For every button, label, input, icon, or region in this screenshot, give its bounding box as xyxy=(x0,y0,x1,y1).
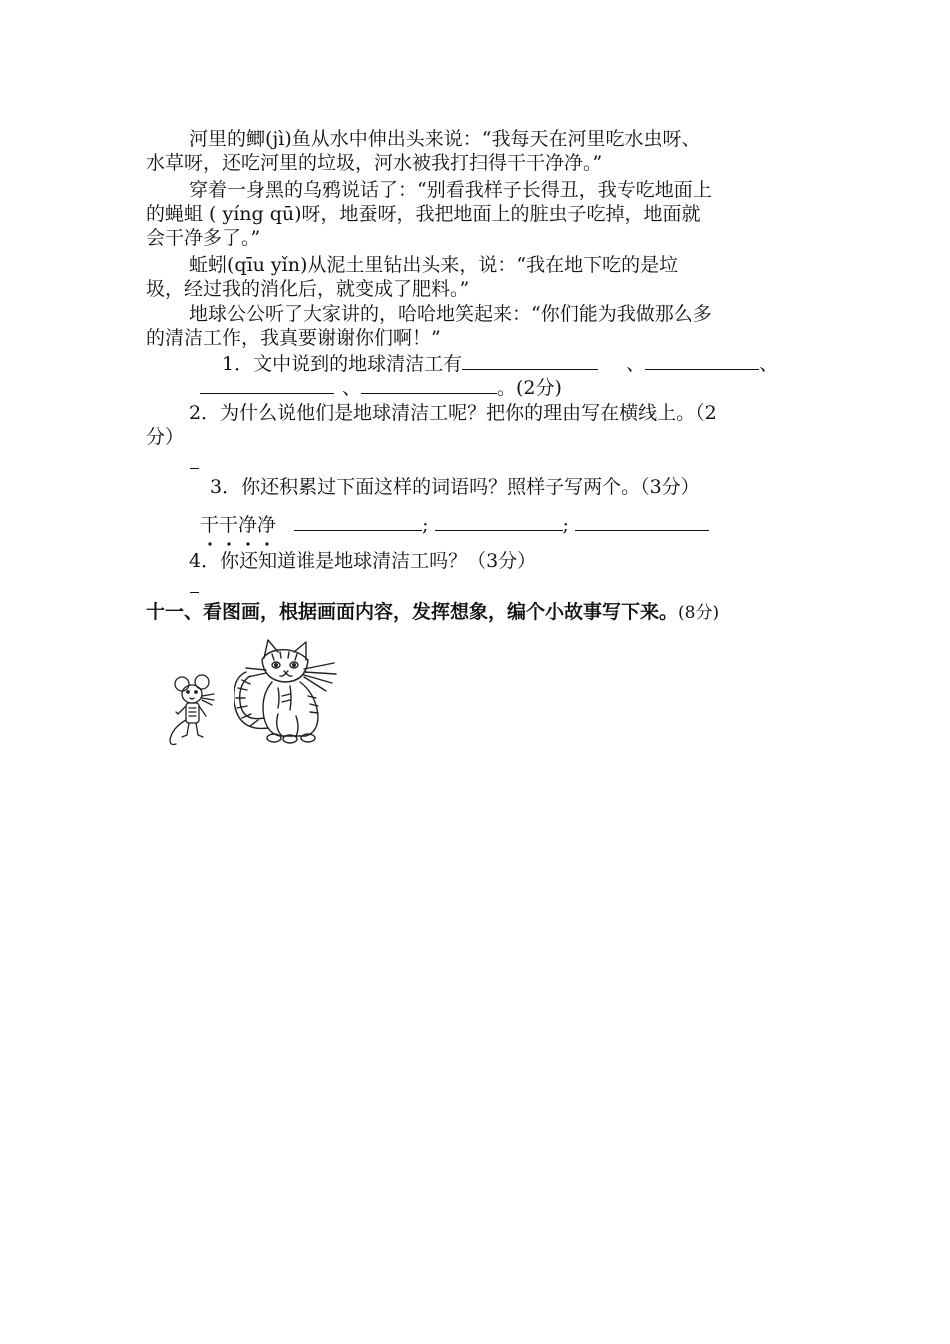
answer-line-2[interactable] xyxy=(190,468,199,469)
answer-blank-1[interactable] xyxy=(462,351,598,370)
passage-p4-line2: 的清洁工作，我真要谢谢你们啊！” xyxy=(146,327,441,349)
answer-blank-7[interactable] xyxy=(575,512,709,531)
cat-icon xyxy=(234,636,344,746)
answer-blank-4[interactable] xyxy=(361,375,497,394)
answer-blank-2[interactable] xyxy=(645,351,759,370)
passage-p3-line1: 蚯蚓(qīu yǐn)从泥土里钻出头来，说：“我在地下吃的是垃 xyxy=(189,254,679,276)
question-1-continued xyxy=(200,375,562,400)
separator: ; xyxy=(562,514,569,536)
passage-p2-line3: 会干净多了。” xyxy=(146,227,261,249)
answer-blank-6[interactable] xyxy=(435,512,563,531)
separator: ; xyxy=(422,514,429,536)
separator: 、 xyxy=(626,353,646,375)
question-1-points: 。(2分) xyxy=(497,377,562,399)
passage-p1-line2: 水草呀，还吃河里的垃圾，河水被我打扫得干干净净。” xyxy=(146,152,603,174)
section-11-title: 十一、看图画，根据画面内容，发挥想象，编个小故事写下来。 xyxy=(146,601,679,623)
example-word: 干干净净 xyxy=(200,514,277,536)
separator: 、 xyxy=(759,353,779,375)
section-11-heading xyxy=(146,600,719,625)
separator: 、 xyxy=(342,377,362,399)
question-4: 4．你还知道谁是地球清洁工吗？（3分） xyxy=(189,550,537,572)
passage-p3-line2: 圾，经过我的消化后，就变成了肥料。” xyxy=(146,278,470,300)
passage-p4-line1: 地球公公听了大家讲的，哈哈地笑起来：“你们能为我做那么多 xyxy=(189,303,712,325)
question-1 xyxy=(222,351,778,376)
answer-blank-5[interactable] xyxy=(294,512,422,531)
answer-line-4[interactable] xyxy=(190,592,199,593)
passage-p1-line1: 河里的鲫(jì)鱼从水中伸出头来说：“我每天在河里吃水虫呀、 xyxy=(189,128,701,150)
mouse-icon xyxy=(164,672,234,752)
passage-p2-line2: 的蝇蛆 ( yíng qū)呀，地蚕呀，我把地面上的脏虫子吃掉，地面就 xyxy=(146,203,701,225)
question-1-text: 1．文中说到的地球清洁工有 xyxy=(222,353,463,375)
question-2-line1: 2．为什么说他们是地球清洁工呢？把你的理由写在横线上。（2 xyxy=(189,402,717,424)
section-11-points: (8分) xyxy=(678,603,720,623)
passage-p2-line1: 穿着一身黑的乌鸦说话了：“别看我样子长得丑，我专吃地面上 xyxy=(189,179,712,201)
answer-blank-3[interactable] xyxy=(200,375,334,394)
question-3-answer-row xyxy=(200,512,709,537)
question-3: 3．你还积累过下面这样的词语吗？照样子写两个。（3分） xyxy=(210,476,700,498)
question-2-line2: 分） xyxy=(146,426,185,448)
